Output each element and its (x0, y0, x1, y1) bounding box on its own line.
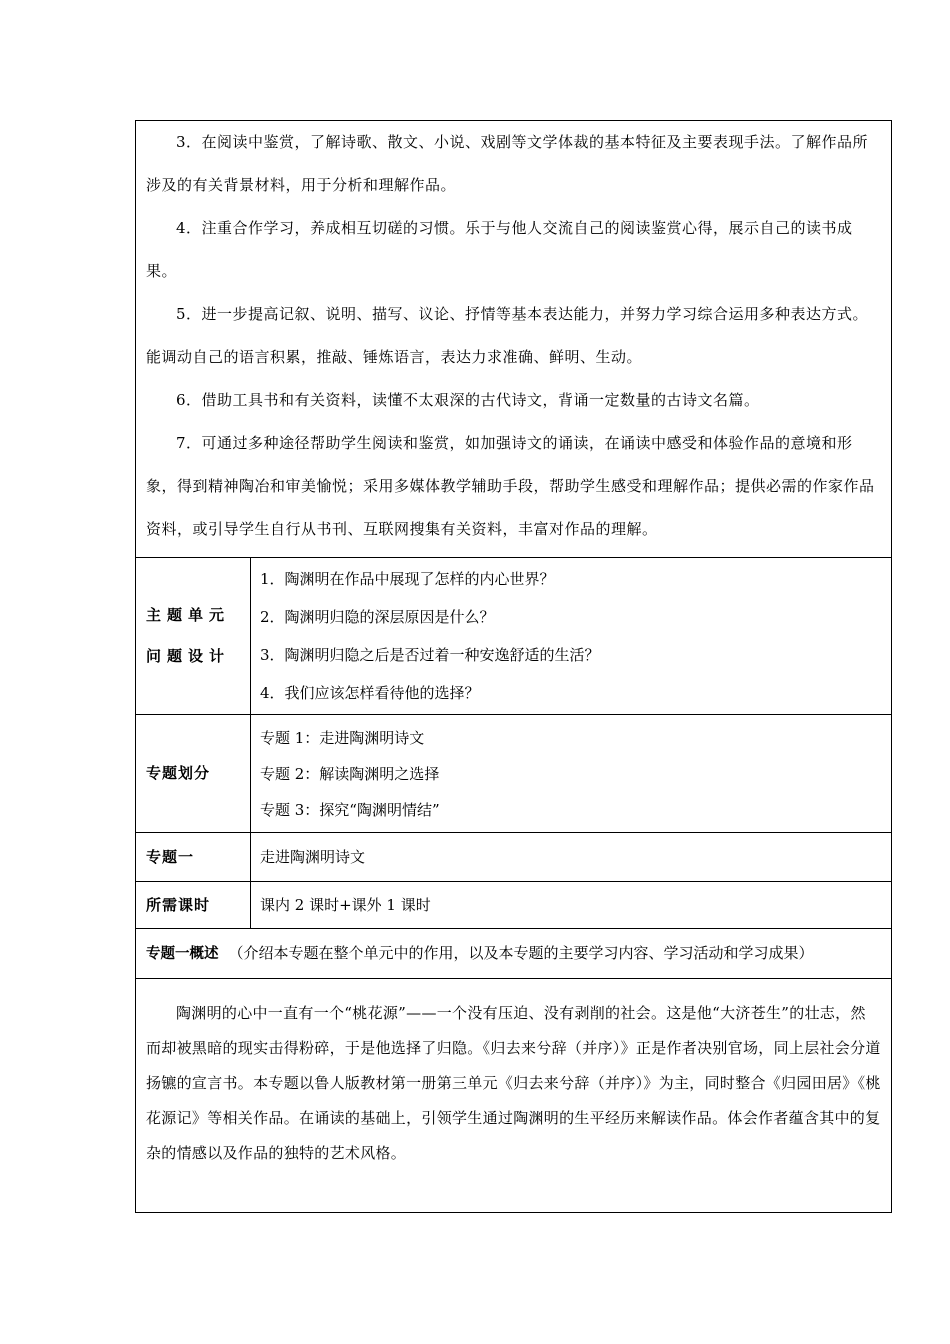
topic-item: 专题 2：解读陶渊明之选择 (260, 764, 440, 783)
question-item: 2．陶渊明归隐的深层原因是什么？ (260, 608, 495, 626)
topics-label: 专题划分 (146, 764, 211, 782)
hours-label: 所需课时 (146, 895, 211, 914)
overview-text: 陶渊明的心中一直有一个“桃花源”——一个没有压迫、没有剥削的社会。这是他“大济苍生”的壮志，然而却被黑暗的现实击得粉碎，于是他选择了归隐。《归去来兮辞（并序）》正是作者决别官场，同上层社会分道扬镳的宣言书。本专题以鲁人版教材第一册第三单元《归去来兮辞（并序）》为主，同时整合《归园田居》《桃花源记》等相关作品。在诵读的基础上，引领学生通过陶渊明的生平经历来解读作品。体会作者蕴含其中的复杂的情感以及作品的独特的艺术风格。 (146, 1004, 881, 1162)
questions-cell (251, 558, 892, 715)
question-item: 4．我们应该怎样看待他的选择？ (260, 684, 480, 702)
questions-label: 主题单元问题设计 (146, 606, 231, 665)
hours-row (136, 882, 892, 929)
topics-cell (251, 715, 892, 833)
questions-row (136, 558, 892, 715)
topic-one-row (136, 833, 892, 882)
standards-cell (136, 121, 892, 558)
overview-body-row (136, 979, 892, 1213)
standards-row (136, 121, 892, 558)
hours-label-cell (136, 882, 251, 929)
topics-row (136, 715, 892, 833)
topics-label-cell (136, 715, 251, 833)
topic-one-value: 走进陶渊明诗文 (260, 847, 366, 866)
standard-item: 5．进一步提高记叙、说明、描写、议论、抒情等基本表达能力，并努力学习综合运用多种表达方式。能调动自己的语言积累，推敲、锤炼语言，表达力求准确、鲜明、生动。 (146, 305, 869, 366)
topic-one-cell (251, 833, 892, 882)
overview-label: 专题一概述 (146, 945, 219, 962)
topic-one-label: 专题一 (146, 847, 195, 866)
standard-item: 7．可通过多种途径帮助学生阅读和鉴赏，如加强诗文的诵读，在诵读中感受和体验作品的意境和形象，得到精神陶冶和审美愉悦；采用多媒体教学辅助手段，帮助学生感受和理解作品；提供必需的作家作品资料，或引导学生自行从书刊、互联网搜集有关资料，丰富对作品的理解。 (146, 434, 875, 538)
standard-item: 6．借助工具书和有关资料，读懂不太艰深的古代诗文，背诵一定数量的古诗文名篇。 (176, 391, 760, 409)
standard-item: 4．注重合作学习，养成相互切磋的习惯。乐于与他人交流自己的阅读鉴赏心得，展示自己的读书成果。 (146, 219, 853, 280)
question-item: 3．陶渊明归隐之后是否过着一种安逸舒适的生活？ (260, 646, 600, 664)
question-item: 1．陶渊明在作品中展现了怎样的内心世界？ (260, 570, 555, 588)
hours-cell (251, 882, 892, 929)
topic-item: 专题 3：探究“陶渊明情结” (260, 800, 440, 819)
standard-item: 3．在阅读中鉴赏，了解诗歌、散文、小说、戏剧等文学体裁的基本特征及主要表现手法。了解作品所涉及的有关背景材料，用于分析和理解作品。 (146, 133, 869, 194)
lesson-plan-table (135, 120, 892, 1213)
overview-header-row (136, 929, 892, 979)
overview-header-cell (136, 929, 892, 979)
topic-item: 专题 1：走进陶渊明诗文 (260, 728, 425, 747)
hours-value: 课内 2 课时+课外 1 课时 (260, 895, 431, 914)
topic-one-label-cell (136, 833, 251, 882)
overview-note: （介绍本专题在整个单元中的作用，以及本专题的主要学习内容、学习活动和学习成果） (228, 943, 814, 962)
overview-body-cell (136, 979, 892, 1213)
questions-label-cell (136, 558, 251, 715)
